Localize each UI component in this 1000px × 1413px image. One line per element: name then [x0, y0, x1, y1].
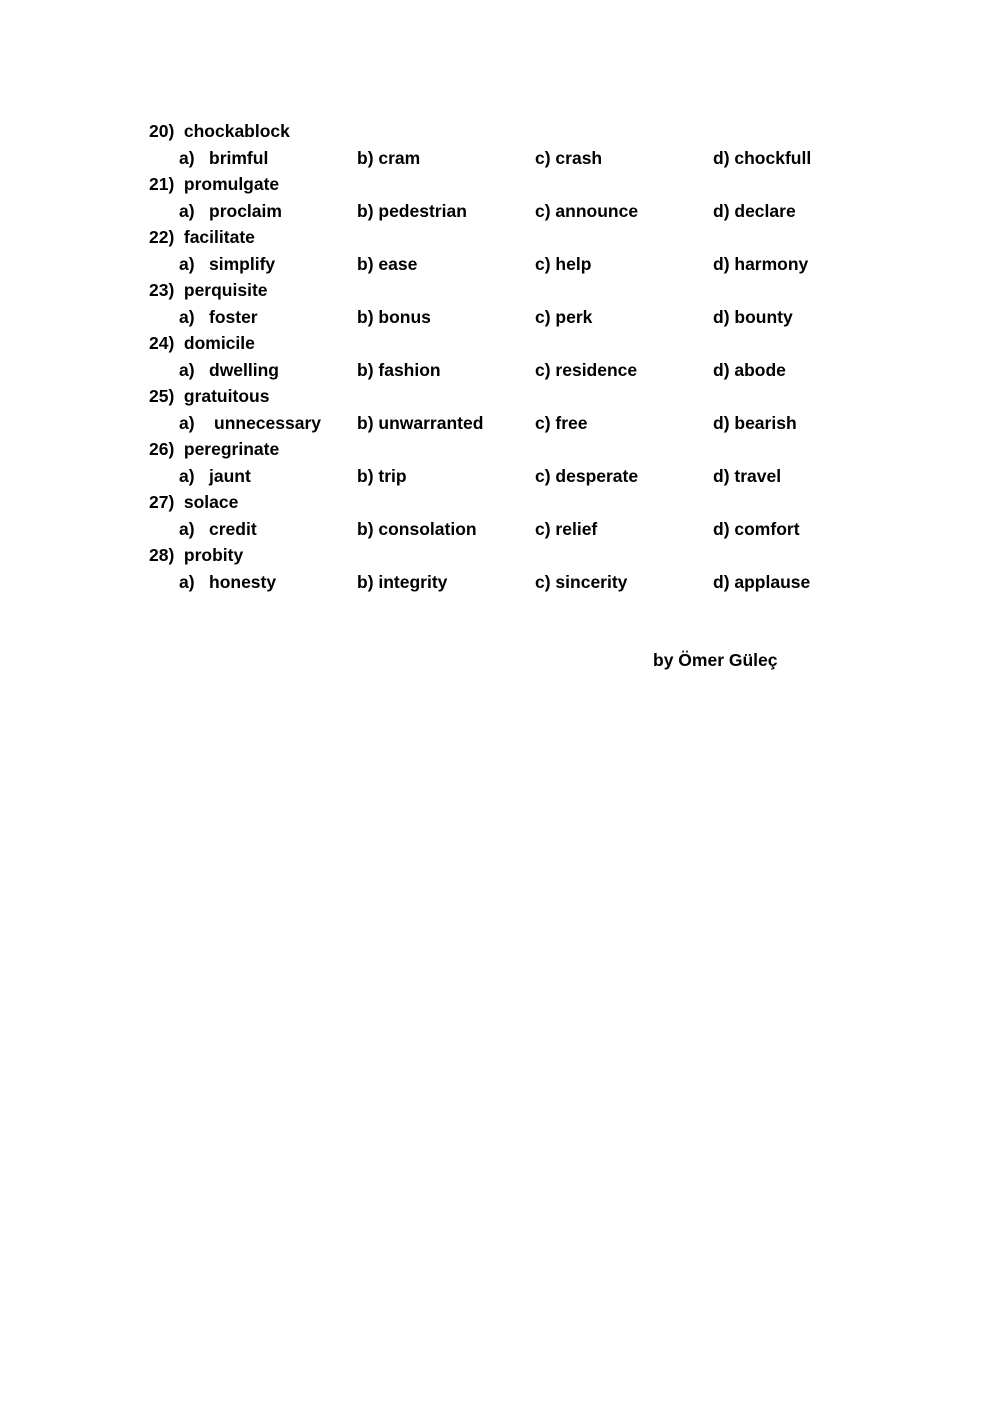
question-number: 24): [149, 333, 175, 353]
question-header: [149, 542, 909, 569]
option-d: d) comfort: [713, 518, 800, 539]
option-row: [149, 357, 909, 384]
option-row: [149, 145, 909, 172]
question-item: [149, 330, 909, 383]
question-header: [149, 383, 909, 410]
option-a: [179, 410, 321, 437]
option-c: c) crash: [535, 147, 603, 168]
option-row: [149, 304, 909, 331]
option-a-marker: a): [179, 253, 195, 274]
option-a-marker: a): [179, 359, 195, 380]
option-b: b) unwarranted: [357, 412, 484, 433]
option-a-text: honesty: [209, 571, 277, 592]
option-c: c) announce: [535, 200, 639, 221]
question-number: 25): [149, 386, 175, 406]
option-c: c) residence: [535, 359, 638, 380]
option-row: [149, 410, 909, 437]
option-a-marker: a): [179, 518, 195, 539]
question-item: [149, 542, 909, 595]
question-word: gratuitous: [183, 386, 270, 406]
option-a-marker: a): [179, 465, 195, 486]
question-number: 21): [149, 174, 175, 194]
option-c: c) desperate: [535, 465, 639, 486]
question-word: probity: [183, 545, 244, 565]
option-a-marker: a): [179, 571, 195, 592]
option-d: d) harmony: [713, 253, 809, 274]
question-item: [149, 489, 909, 542]
option-row: [149, 251, 909, 278]
option-a-marker: a): [179, 306, 195, 327]
option-a: [179, 198, 282, 225]
option-b: b) pedestrian: [357, 200, 467, 221]
option-row: [149, 463, 909, 490]
question-header: [149, 330, 909, 357]
question-item: [149, 436, 909, 489]
option-a-text: brimful: [209, 147, 269, 168]
question-word: peregrinate: [183, 439, 280, 459]
question-header: [149, 171, 909, 198]
option-a-text: jaunt: [209, 465, 251, 486]
question-word: promulgate: [183, 174, 280, 194]
option-row: [149, 516, 909, 543]
option-d: d) abode: [713, 359, 786, 380]
option-a-text: dwelling: [209, 359, 279, 380]
option-c: c) relief: [535, 518, 598, 539]
option-a: [179, 304, 258, 331]
option-d: d) bearish: [713, 412, 797, 433]
option-a: [179, 251, 275, 278]
question-word: solace: [183, 492, 239, 512]
question-word: perquisite: [183, 280, 268, 300]
question-word: facilitate: [183, 227, 255, 247]
question-number: 22): [149, 227, 175, 247]
question-item: [149, 224, 909, 277]
option-a-marker: a): [179, 412, 195, 433]
option-c: c) free: [535, 412, 588, 433]
question-header: [149, 224, 909, 251]
question-word: domicile: [183, 333, 255, 353]
option-a-marker: a): [179, 147, 195, 168]
option-a-text: credit: [209, 518, 257, 539]
option-a-text: unnecessary: [214, 412, 322, 433]
question-number: 23): [149, 280, 175, 300]
option-a-text: simplify: [209, 253, 276, 274]
question-number: 20): [149, 121, 175, 141]
option-c: c) sincerity: [535, 571, 628, 592]
option-a-text: foster: [209, 306, 258, 327]
option-b: b) trip: [357, 465, 407, 486]
option-d: d) declare: [713, 200, 796, 221]
question-number: 26): [149, 439, 175, 459]
question-number: 28): [149, 545, 175, 565]
option-c: c) help: [535, 253, 592, 274]
option-b: b) fashion: [357, 359, 441, 380]
author-credit: by Ömer Güleç: [653, 650, 778, 670]
option-b: b) ease: [357, 253, 418, 274]
question-item: [149, 383, 909, 436]
question-header: [149, 118, 909, 145]
option-c: c) perk: [535, 306, 593, 327]
option-d: d) bounty: [713, 306, 793, 327]
question-number: 27): [149, 492, 175, 512]
option-d: d) travel: [713, 465, 782, 486]
option-a: [179, 357, 279, 384]
question-item: [149, 171, 909, 224]
option-b: b) integrity: [357, 571, 448, 592]
question-header: [149, 489, 909, 516]
option-row: [149, 569, 909, 596]
question-header: [149, 277, 909, 304]
option-d: d) chockfull: [713, 147, 812, 168]
option-b: b) bonus: [357, 306, 431, 327]
option-a: [179, 145, 268, 172]
question-item: [149, 118, 909, 171]
question-item: [149, 277, 909, 330]
option-a: [179, 516, 257, 543]
option-b: b) consolation: [357, 518, 477, 539]
option-b: b) cram: [357, 147, 421, 168]
option-a: [179, 463, 251, 490]
question-header: [149, 436, 909, 463]
option-row: [149, 198, 909, 225]
option-a-text: proclaim: [209, 200, 282, 221]
option-a-marker: a): [179, 200, 195, 221]
question-list: [149, 118, 909, 595]
question-word: chockablock: [183, 121, 290, 141]
option-d: d) applause: [713, 571, 811, 592]
option-a: [179, 569, 276, 596]
